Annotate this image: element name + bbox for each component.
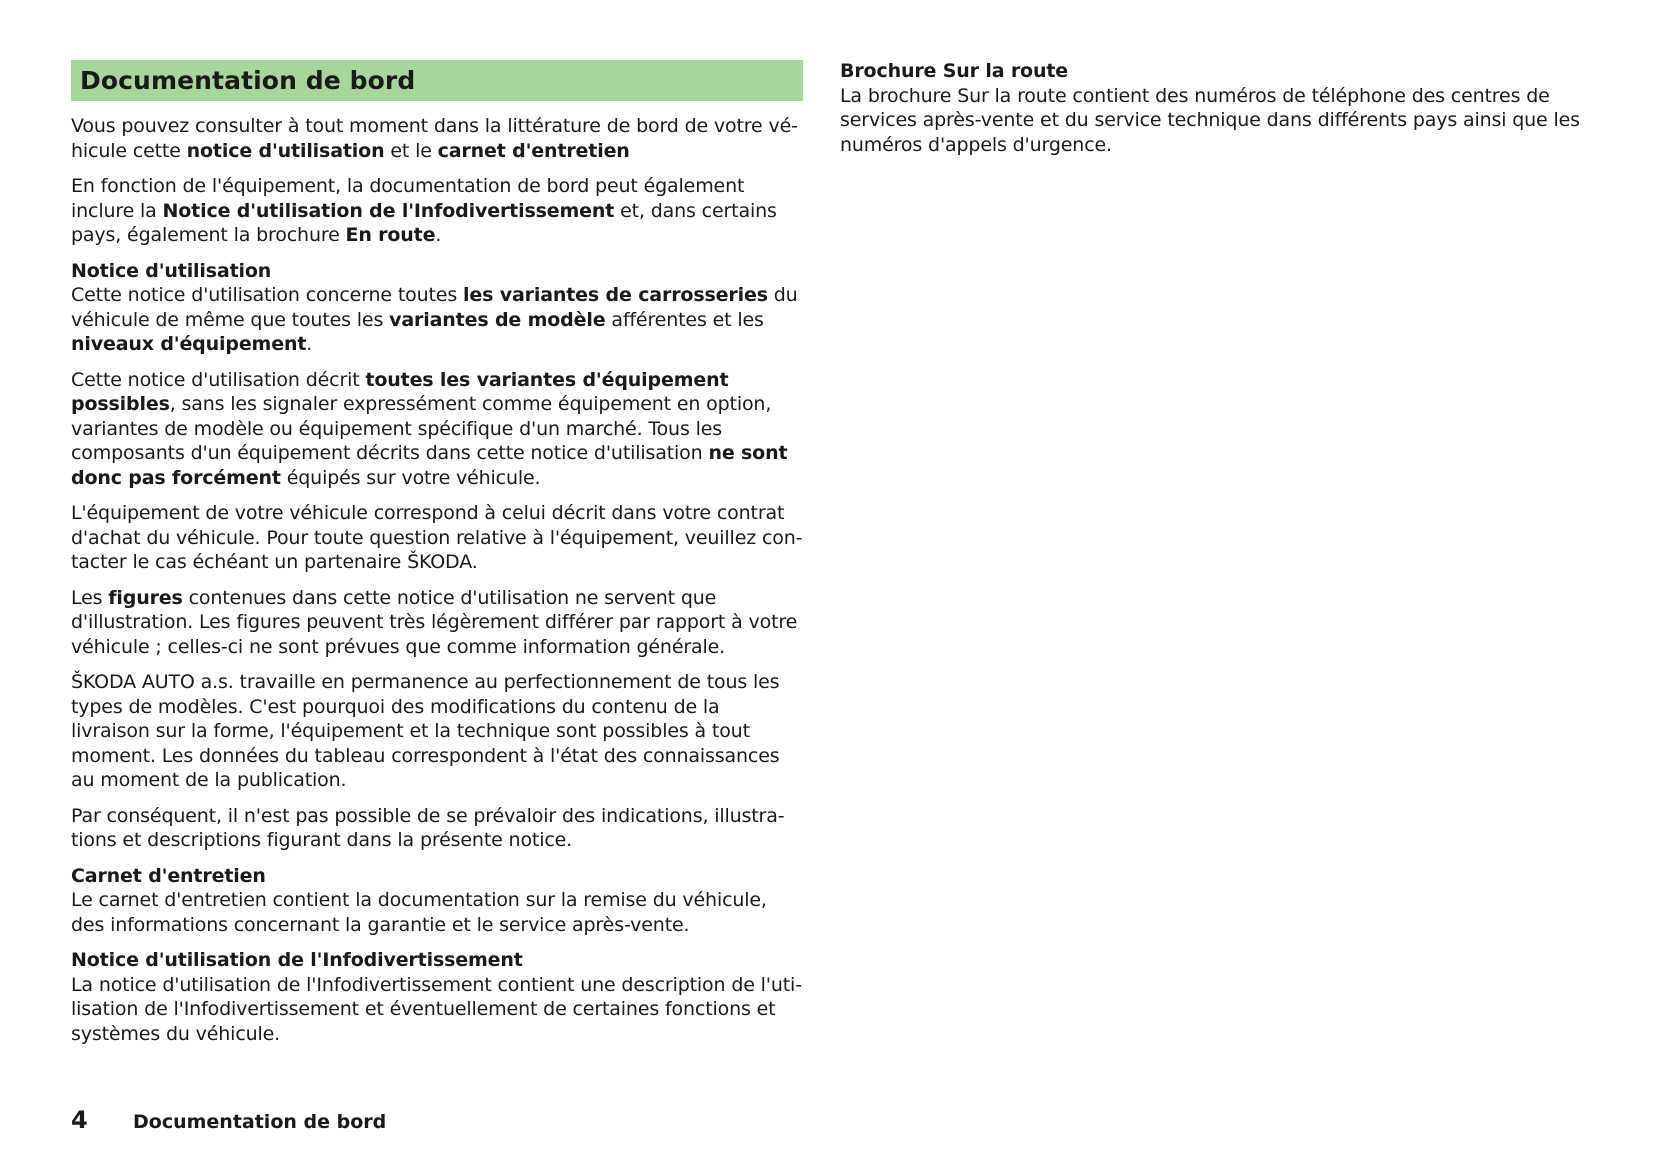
paragraph: [840, 84, 1580, 158]
text-run: et le: [384, 139, 438, 162]
footer-chapter-title: Documentation de bord: [133, 1111, 387, 1133]
page-footer: [71, 1106, 386, 1134]
subsection: [840, 59, 1580, 157]
text-run: et, dans certains pays, également la brochure: [71, 199, 777, 246]
bold-text: En route: [345, 224, 436, 246]
paragraph: [71, 368, 803, 491]
subsection-heading: Brochure Sur la route: [840, 60, 1069, 82]
text-run: du véhicule de même que toutes les: [71, 284, 798, 331]
text-run: L'équipement de votre véhicule correspond à celui décrit dans votre contrat d'achat du véhicule. Pour toute question relative à l'équipement, veuillez contacter le cas échéant un partenaire ŠKODA.: [71, 502, 803, 573]
text-run: En fonction de l'équipement, la documentation de bord peut également inclure la: [71, 175, 745, 222]
subsection-heading: Notice d'utilisation: [71, 259, 272, 282]
text-run: Cette notice d'utilisation décrit: [71, 368, 366, 391]
paragraph: [71, 670, 803, 793]
bold-text: ne sont donc pas forcément: [71, 442, 788, 489]
bold-text: notice d'utilisation: [186, 139, 385, 162]
bold-text: variantes de modèle: [389, 308, 606, 331]
bold-text: Notice d'utilisation de l'Infodivertissement: [162, 199, 615, 222]
bold-text: toutes les variantes d'équipement possibles: [71, 368, 729, 415]
subsection-heading: Notice d'utilisation de l'Infodivertissement: [71, 949, 523, 971]
right-column: [840, 59, 1580, 168]
text-run: , sans les signaler expressément comme équipement en option, variantes de modèle ou équipement spécifique d'un marché. Tous les composants d'un équipement décrits dans cette notice d'utilisation: [71, 393, 772, 464]
paragraph: [71, 501, 803, 575]
intro-paragraphs: [71, 114, 803, 248]
page-number: 4: [71, 1106, 88, 1134]
paragraph: [71, 888, 803, 937]
subsection: [71, 864, 803, 938]
text-run: Le carnet d'entretien contient la documentation sur la remise du véhicule, des informations concernant la garantie et le service après-vente.: [71, 889, 767, 936]
text-run: contenues dans cette notice d'utilisation ne servent que d'illustration. Les figures peuvent très légèrement différer par rapport à votre véhicule ; celles-ci ne sont prévues que comme information générale.: [71, 586, 798, 658]
paragraph: [71, 114, 803, 163]
text-run: La brochure Sur la route contient des numéros de téléphone des centres de services après-vente et du service technique dans différents pays ainsi que les numéros d'appels d'urgence.: [840, 84, 1580, 156]
section-title: Documentation de bord: [80, 66, 416, 95]
section-header-bar: [71, 60, 803, 101]
text-run: Les: [71, 586, 109, 609]
bold-text: les variantes de carrosseries: [462, 284, 768, 306]
text-run: équipés sur votre véhicule.: [280, 466, 541, 489]
paragraph: [71, 804, 803, 853]
bold-text: niveaux d'équipement: [71, 333, 307, 355]
right-subsections: [840, 59, 1580, 157]
left-subsections: [71, 259, 803, 1047]
subsection: [71, 259, 803, 853]
text-run: Par conséquent, il n'est pas possible de se prévaloir des indications, illustrations et descriptions figurant dans la présente notice.: [71, 804, 785, 851]
paragraph: [71, 283, 803, 357]
text-run: .: [435, 224, 442, 246]
text-run: .: [306, 333, 313, 355]
subsection: [71, 948, 803, 1046]
text-run: Vous pouvez consulter à tout moment dans la littérature de bord de votre véhicule cette: [71, 115, 798, 162]
bold-text: figures: [108, 586, 183, 609]
subsection-heading: Carnet d'entretien: [71, 864, 266, 887]
text-run: afférentes et les: [605, 308, 764, 331]
paragraph: [71, 586, 803, 660]
paragraph: [71, 973, 803, 1047]
text-run: ŠKODA AUTO a.s. travaille en permanence au perfectionnement de tous les types de modèles. C'est pourquoi des modifications du contenu de la livraison sur la forme, l'équipement et la technique sont possibles à tout moment. Les données du tableau correspondent à l'état des connaissances au moment de la publication.: [71, 671, 780, 791]
paragraph: [71, 174, 803, 248]
text-run: Cette notice d'utilisation concerne toutes: [71, 284, 463, 306]
left-column: [71, 60, 803, 1057]
bold-text: carnet d'entretien: [437, 139, 630, 162]
text-run: La notice d'utilisation de l'Infodivertissement contient une description de l'utilisation de l'Infodivertissement et éventuellement de certaines fonctions et systèmes du véhicule.: [71, 973, 803, 1045]
